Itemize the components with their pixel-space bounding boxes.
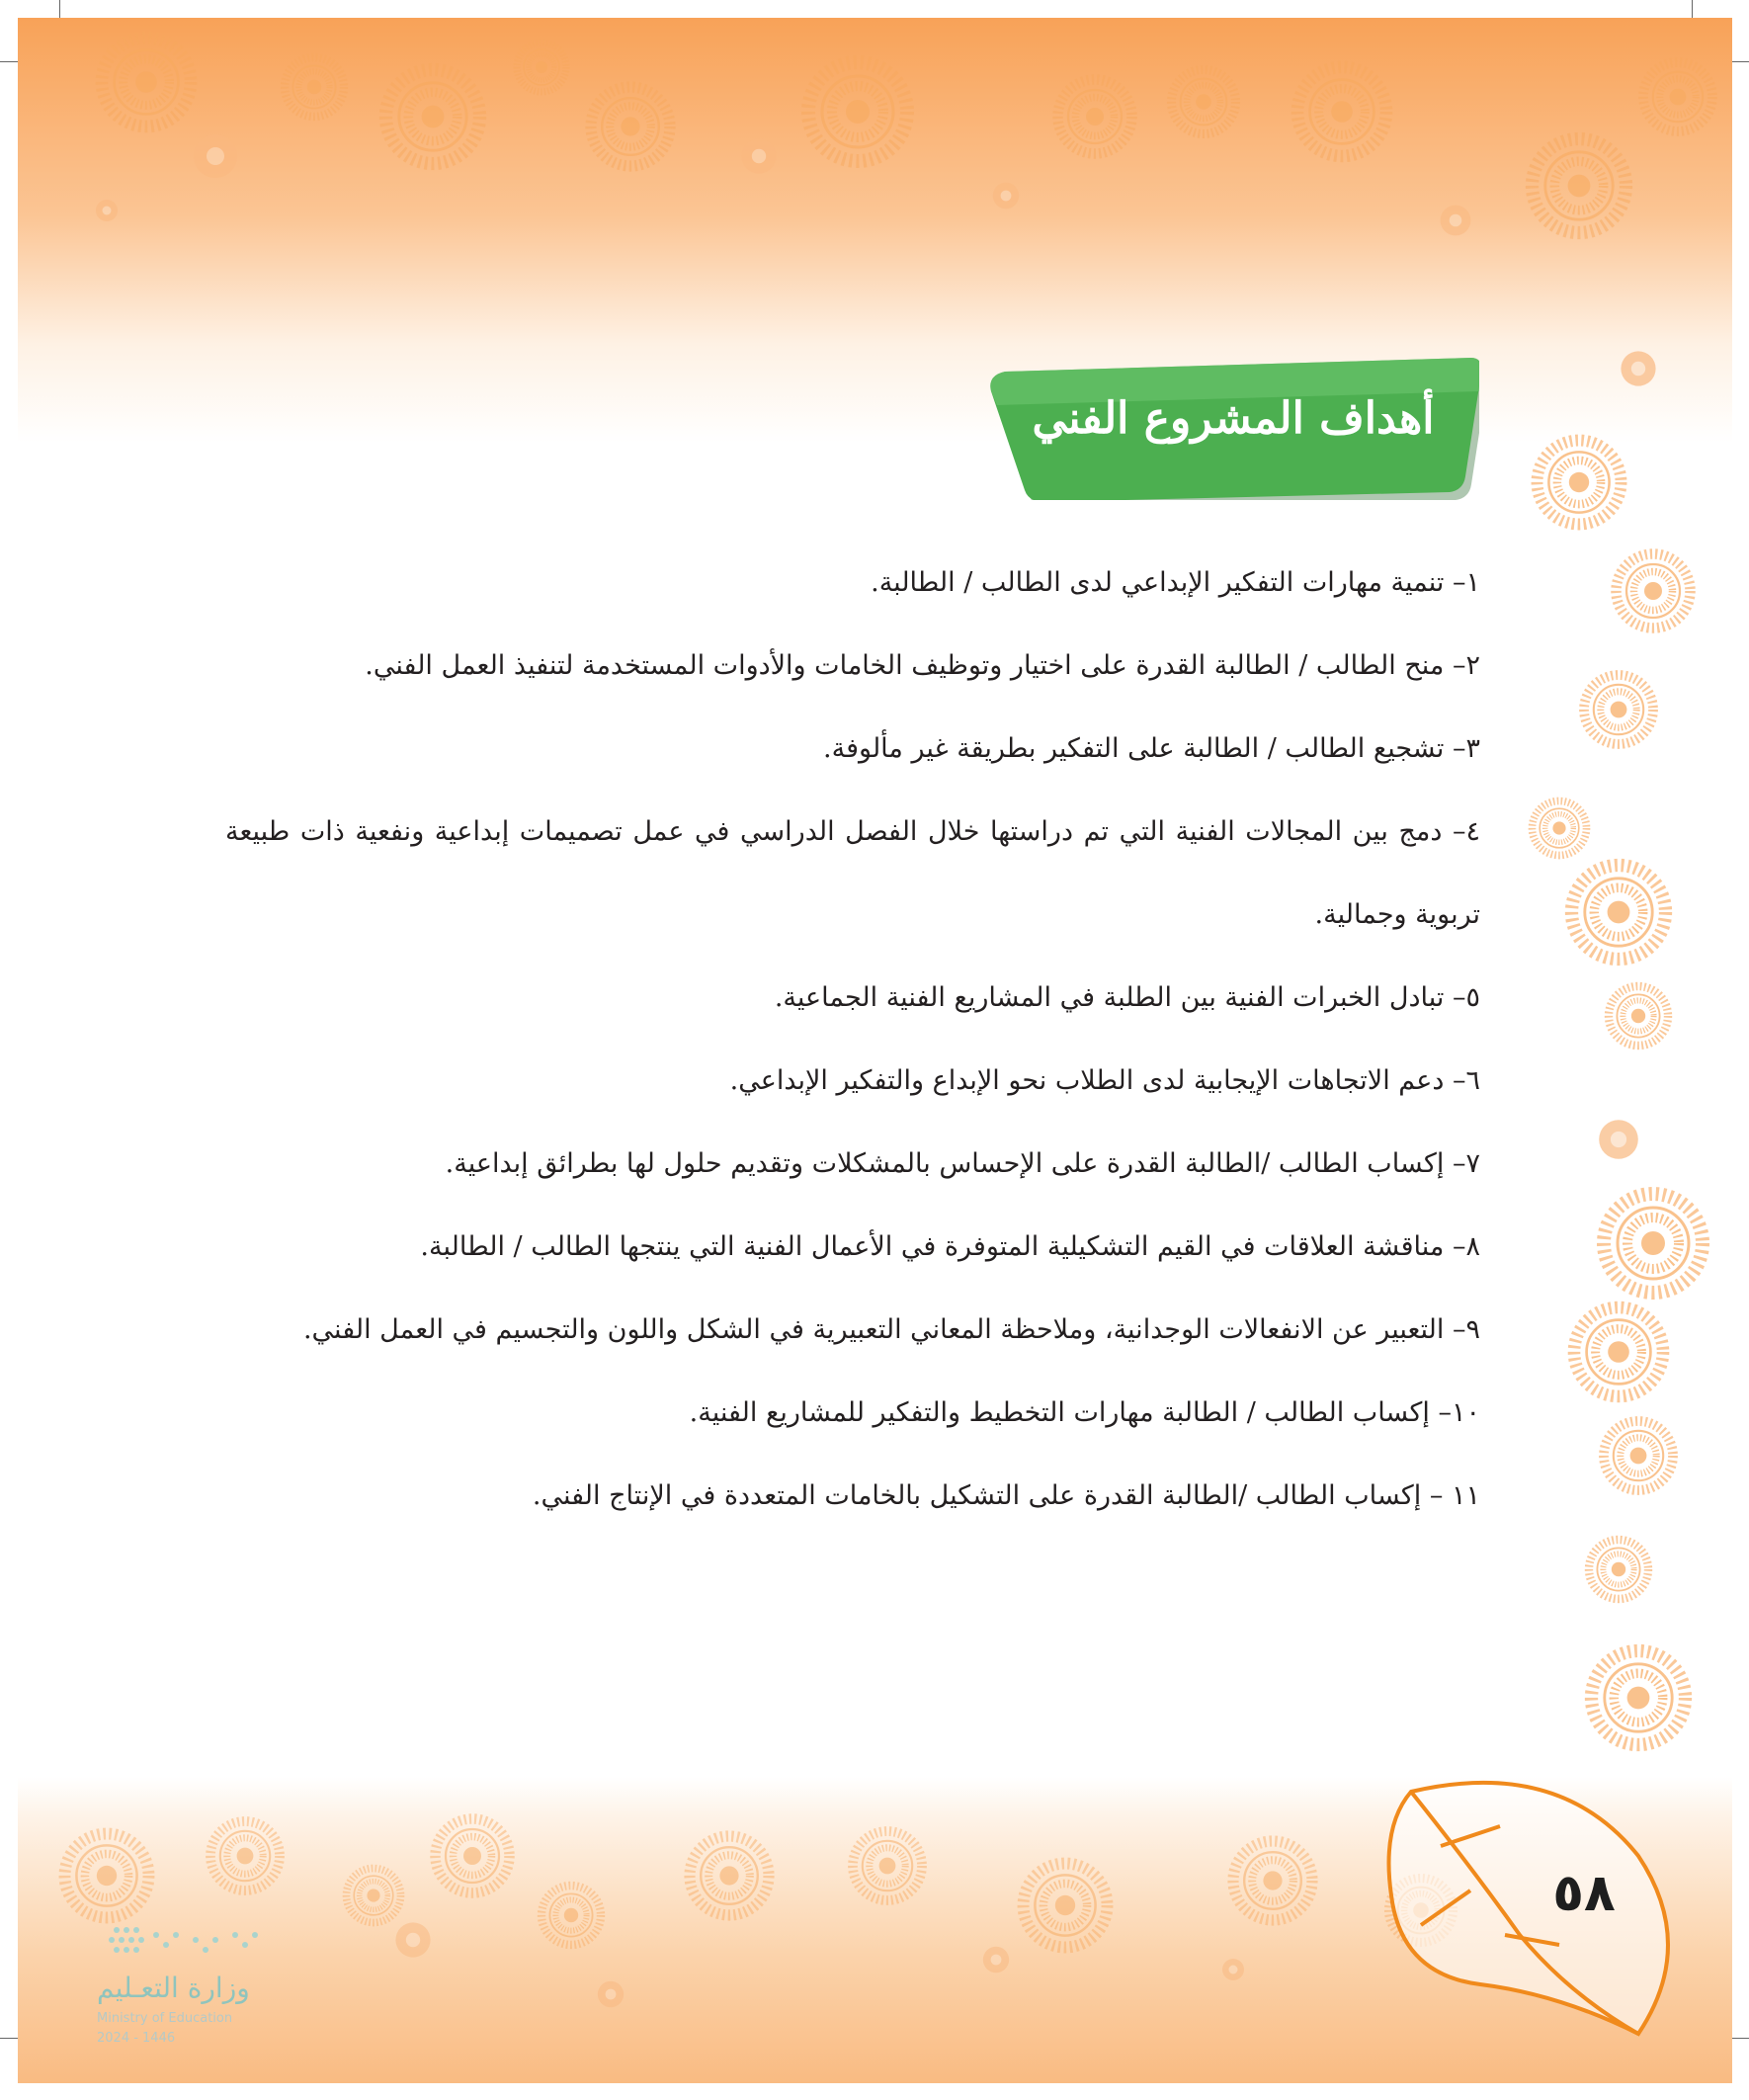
- ministry-name-en: Ministry of Education: [97, 2011, 233, 2026]
- ministry-dots-icon: [97, 1920, 275, 1970]
- item-text: دمج بين المجالات الفنية التي تم دراستها خلال الفصل الدراسي في عمل تصميمات إبداعية ونفعية ذات طبيعة تربوية وجمالية.: [225, 816, 1480, 930]
- item-number: ٣–: [1452, 733, 1480, 764]
- item-number: ٥–: [1452, 982, 1480, 1013]
- textbook-page: [18, 18, 1732, 2083]
- item-number: ١٠–: [1438, 1397, 1480, 1428]
- ministry-year: 2024 - 1446: [97, 2031, 176, 2046]
- item-text: إكساب الطالب /الطالبة القدرة على الإحساس بالمشكلات وتقديم حلول لها بطرائق إبداعية.: [445, 1148, 1445, 1179]
- item-text: تشجيع الطالب / الطالبة على التفكير بطريقة غير مألوفة.: [823, 733, 1445, 764]
- item-text: إكساب الطالب /الطالبة القدرة على التشكيل بالخامات المتعددة في الإنتاج الفني.: [532, 1480, 1422, 1511]
- item-text: تنمية مهارات التفكير الإبداعي لدى الطالب / الطالبة.: [871, 567, 1445, 598]
- ministry-logo: [97, 1920, 304, 2068]
- item-text: منح الطالب / الطالبة القدرة على اختيار وتوظيف الخامات والأدوات المستخدمة لتنفيذ العمل الفني.: [365, 650, 1445, 681]
- item-text: تبادل الخبرات الفنية بين الطلبة في المشاريع الفنية الجماعية.: [774, 982, 1445, 1013]
- crop-mark: [1692, 0, 1693, 18]
- item-text: مناقشة العلاقات في القيم التشكيلية المتوفرة في الأعمال الفنية التي ينتجها الطالب / الطالبة.: [420, 1231, 1445, 1262]
- leaf-icon: [18, 18, 1732, 2083]
- item-number: ١–: [1452, 567, 1480, 598]
- item-number: ٧–: [1452, 1148, 1480, 1179]
- item-number: ٤–: [1452, 816, 1480, 847]
- item-text: دعم الاتجاهات الإيجابية لدى الطلاب نحو الإبداع والتفكير الإبداعي.: [729, 1065, 1445, 1096]
- page-number: ٥٨: [1552, 1864, 1616, 1923]
- ministry-name-ar: وزارة التعـليم: [97, 1972, 250, 2004]
- item-text: إكساب الطالب / الطالبة مهارات التخطيط والتفكير للمشاريع الفنية.: [689, 1397, 1430, 1428]
- item-text: التعبير عن الانفعالات الوجدانية، وملاحظة المعاني التعبيرية في الشكل واللون والتجسيم في العمل الفني.: [302, 1314, 1445, 1345]
- crop-mark: [59, 0, 60, 18]
- item-number: ٩–: [1452, 1314, 1480, 1345]
- item-number: ١١ –: [1429, 1480, 1480, 1511]
- item-number: ٨–: [1452, 1231, 1480, 1262]
- item-number: ٢–: [1452, 650, 1480, 681]
- page-title: أهداف المشروع الفني: [1032, 393, 1435, 444]
- item-number: ٦–: [1452, 1065, 1480, 1096]
